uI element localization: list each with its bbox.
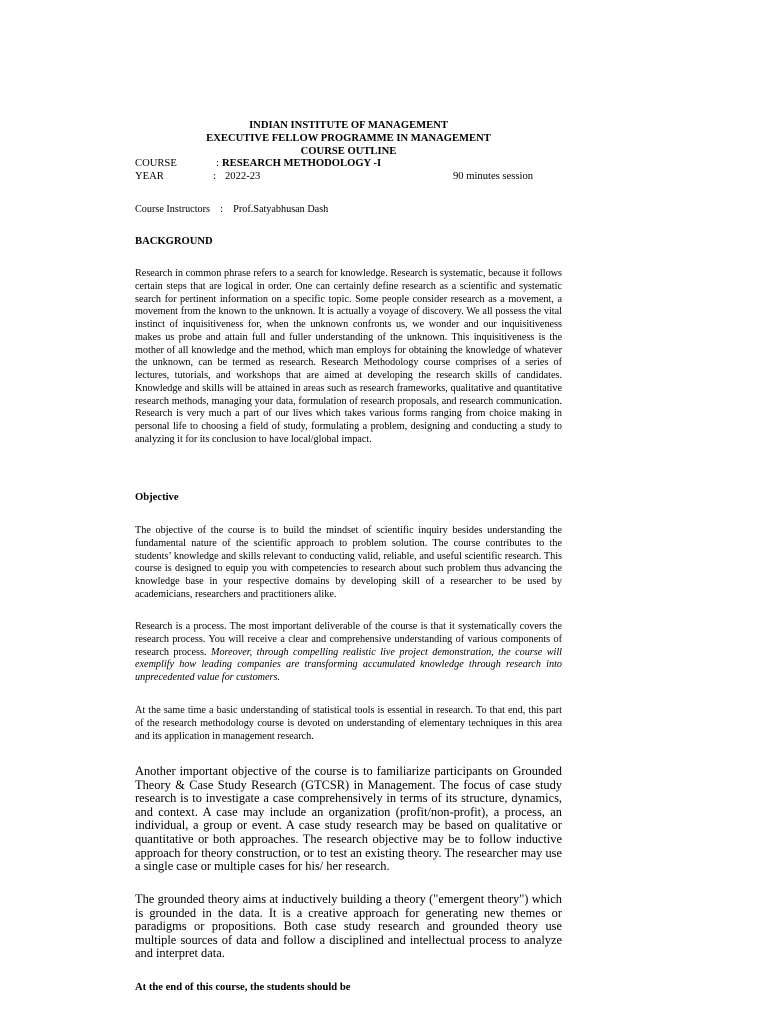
outcomes-heading: At the end of this course, the students should be [135,982,351,993]
course-label: COURSE [135,158,177,169]
objective-paragraph-1: The objective of the course is to build the mindset of scientific inquiry besides understanding the fundamental nature of the scientific approach to problem solution. The course contributes to the students’ knowledge and skills relevant to conducting valid, reliable, and useful scientific research. This course is designed to equip you with competencies to research about such problem thus advancing the knowledge base in your respective domains by developing skill of a researcher to be used by academicians, researchers and practitioners alike. [135,525,562,600]
institute-name: INDIAN INSTITUTE OF MANAGEMENT [249,120,448,131]
year-separator: : [213,171,216,182]
course-value: RESEARCH METHODOLOGY -I [222,158,382,169]
objective-paragraph-3: At the same time a basic understanding of statistical tools is essential in research. To that end, this part of the research methodology course is devoted on understanding of elementary techniques in this area and its application in management research. [135,705,562,742]
objective-paragraph-2-italic: Moreover, through compelling realistic live project demonstration, the course will exemplify how leading companies are transforming accumulated knowledge through research into unprecedented value for customers. [135,646,562,683]
programme-name: EXECUTIVE FELLOW PROGRAMME IN MANAGEMENT [206,133,491,144]
objective-paragraph-2 [135,621,562,685]
objective-heading: Objective [135,492,179,503]
background-paragraph: Research in common phrase refers to a search for knowledge. Research is systematic, because it follows certain steps that are logical in order. One can certainly define research as a scientific and systematic search for pertinent information on a specific topic. Some people consider research as a movement, a movement from the known to the unknown. It is actually a voyage of discovery. We all possess the vital instinct of inquisitiveness for, when the unknown confronts us, we wonder and our inquisitiveness makes us probe and attain full and fuller understanding of the unknown. This inquisitiveness is the mother of all knowledge and the method, which man employs for obtaining the knowledge of whatever the unknown, can be termed as research. Research Methodology course comprises of a series of lectures, tutorials, and workshops that are aimed at developing the research skills of candidates. Knowledge and skills will be attained in areas such as research frameworks, qualitative and quantitative research methods, managing your data, formulation of research proposals, and research communication. Research is very much a part of our lives which takes various forms ranging from choice making in personal life to choosing a field of study, formulating a problem, designing and conducting a study to analyzing it for its conclusion to have local/global impact. [135,268,562,445]
course-separator: : [216,158,219,169]
document-header [135,119,562,158]
background-heading: BACKGROUND [135,236,213,247]
year-row [135,170,562,183]
course-instructors: Course Instructors : Prof.Satyabhusan Dash [135,204,329,215]
session-duration: 90 minutes session [453,171,534,182]
objective-paragraph-5: The grounded theory aims at inductively building a theory ("emergent theory") which is grounded in the data. It is a creative approach for generating new themes or paradigms or propositions. Both case study research and grounded theory use multiple sources of data and follow a disciplined and intellectual process to analyze and interpret data. [135,892,562,961]
objective-paragraph-2-text: Research is a process. The most important deliverable of the course is that it systematically covers the research process. You will receive a clear and comprehensive understanding of various components of research process. [135,621,562,658]
objective-paragraph-4: Another important objective of the course is to familiarize participants on Grounded Theory & Case Study Research (GTCSR) in Management. The focus of case study research is to investigate a case comprehensively in terms of its structure, dynamics, and context. A case may include an organization (profit/non-profit), a process, an individual, a group or event. A case study research may be based on qualitative or quantitative or both approaches. The research objective may be to follow inductive approach for theory construction, or to test an existing theory. The researcher may use a single case or multiple cases for his/ her research. [135,764,562,874]
year-label: YEAR [135,171,164,182]
document-title: COURSE OUTLINE [300,146,397,157]
year-value: 2022-23 [225,171,261,182]
course-row [135,157,562,170]
